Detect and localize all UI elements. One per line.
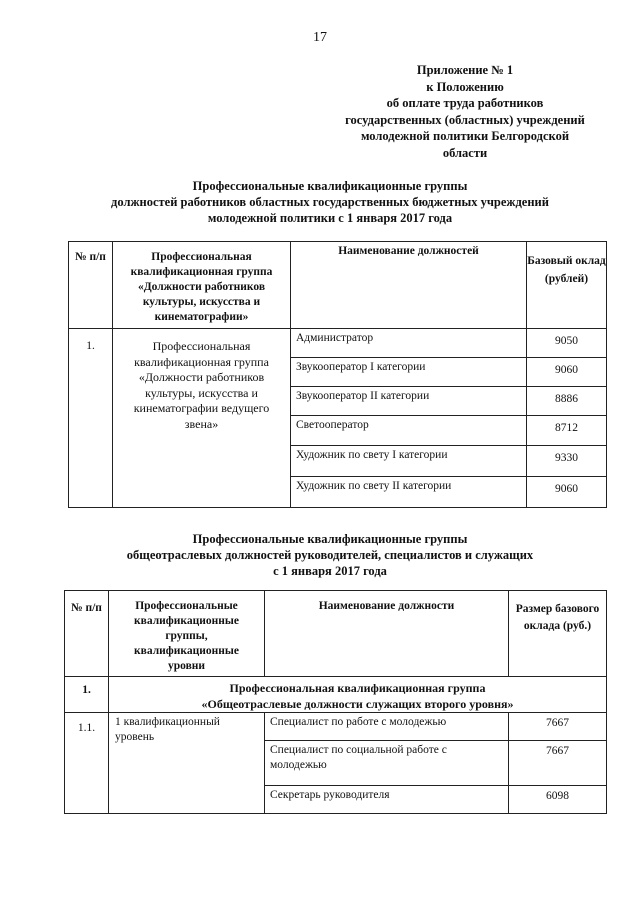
position-name: Звукооператор II категории bbox=[291, 387, 527, 416]
section2-header-row bbox=[65, 591, 607, 677]
section1-title-line: должностей работников областных государственных бюджетных учреждений bbox=[111, 195, 549, 209]
salary-value: 7667 bbox=[509, 741, 607, 786]
position-name: Светооператор bbox=[291, 416, 527, 446]
header-num: № п/п bbox=[69, 242, 113, 329]
position-name: Звукооператор I категории bbox=[291, 358, 527, 387]
header-num: № п/п bbox=[65, 591, 109, 677]
section2-title bbox=[60, 531, 600, 579]
header-position: Наименование должностей bbox=[291, 242, 527, 329]
salary-value: 8712 bbox=[527, 416, 607, 446]
table-row bbox=[65, 713, 607, 741]
section2-title-line: общеотраслевых должностей руководителей, специалистов и служащих bbox=[126, 548, 534, 562]
header-position: Наименование должности bbox=[265, 591, 509, 677]
appendix-line: к Положению bbox=[426, 79, 504, 94]
page-number: 17 bbox=[313, 30, 327, 45]
header-salary: Базовый оклад (рублей) bbox=[527, 242, 607, 329]
group-number: 1. bbox=[65, 677, 109, 713]
salary-value: 9330 bbox=[527, 446, 607, 477]
appendix-line: государственных (областных) учреждений bbox=[345, 112, 585, 127]
header-group: Профессиональная квалификационная группа «Должности работников культуры, искусства и кинематографии» bbox=[113, 242, 291, 329]
table-row bbox=[69, 329, 607, 358]
salary-value: 6098 bbox=[509, 786, 607, 814]
header-salary: Размер базового оклада (руб.) bbox=[509, 591, 607, 677]
section2-title-line: с 1 января 2017 года bbox=[273, 564, 387, 578]
position-name: Художник по свету I категории bbox=[291, 446, 527, 477]
group-header-row bbox=[65, 677, 607, 713]
section2-title-line: Профессиональные квалификационные группы bbox=[192, 532, 468, 546]
group-title-line: Профессиональная квалификационная группа bbox=[229, 681, 486, 695]
appendix-header bbox=[330, 62, 600, 161]
section1-title bbox=[60, 178, 600, 226]
position-name: Специалист по работе с молодежью bbox=[265, 713, 509, 741]
row-number: 1. bbox=[69, 329, 113, 508]
position-name: Администратор bbox=[291, 329, 527, 358]
position-name: Секретарь руководителя bbox=[265, 786, 509, 814]
group-title bbox=[109, 677, 607, 713]
position-name: Художник по свету II категории bbox=[291, 477, 527, 508]
salary-value: 9050 bbox=[527, 329, 607, 358]
header-group: Профессиональные квалификационные группы, квалификационные уровни bbox=[109, 591, 265, 677]
section2-table bbox=[64, 590, 607, 814]
salary-value: 9060 bbox=[527, 477, 607, 508]
position-name: Специалист по социальной работе с молодежью bbox=[265, 741, 509, 786]
appendix-line: молодежной политики Белгородской bbox=[360, 129, 570, 143]
group-title-line: «Общеотраслевые должности служащих второго уровня» bbox=[201, 697, 514, 711]
appendix-line: об оплате труда работников bbox=[386, 96, 544, 110]
section1-table bbox=[68, 241, 607, 508]
appendix-line: области bbox=[442, 145, 488, 160]
salary-value: 7667 bbox=[509, 713, 607, 741]
section1-title-line: Профессиональные квалификационные группы bbox=[192, 179, 468, 193]
qualification-level: 1 квалификационный уровень bbox=[109, 713, 265, 814]
salary-value: 9060 bbox=[527, 358, 607, 387]
sub-number: 1.1. bbox=[65, 713, 109, 814]
section1-title-line: молодежной политики с 1 января 2017 года bbox=[207, 211, 453, 225]
group-name: Профессиональная квалификационная группа «Должности работников культуры, искусства и кинематографии ведущего звена» bbox=[113, 329, 291, 508]
salary-value: 8886 bbox=[527, 387, 607, 416]
appendix-line: Приложение № 1 bbox=[416, 63, 514, 77]
section1-header-row bbox=[69, 242, 607, 329]
